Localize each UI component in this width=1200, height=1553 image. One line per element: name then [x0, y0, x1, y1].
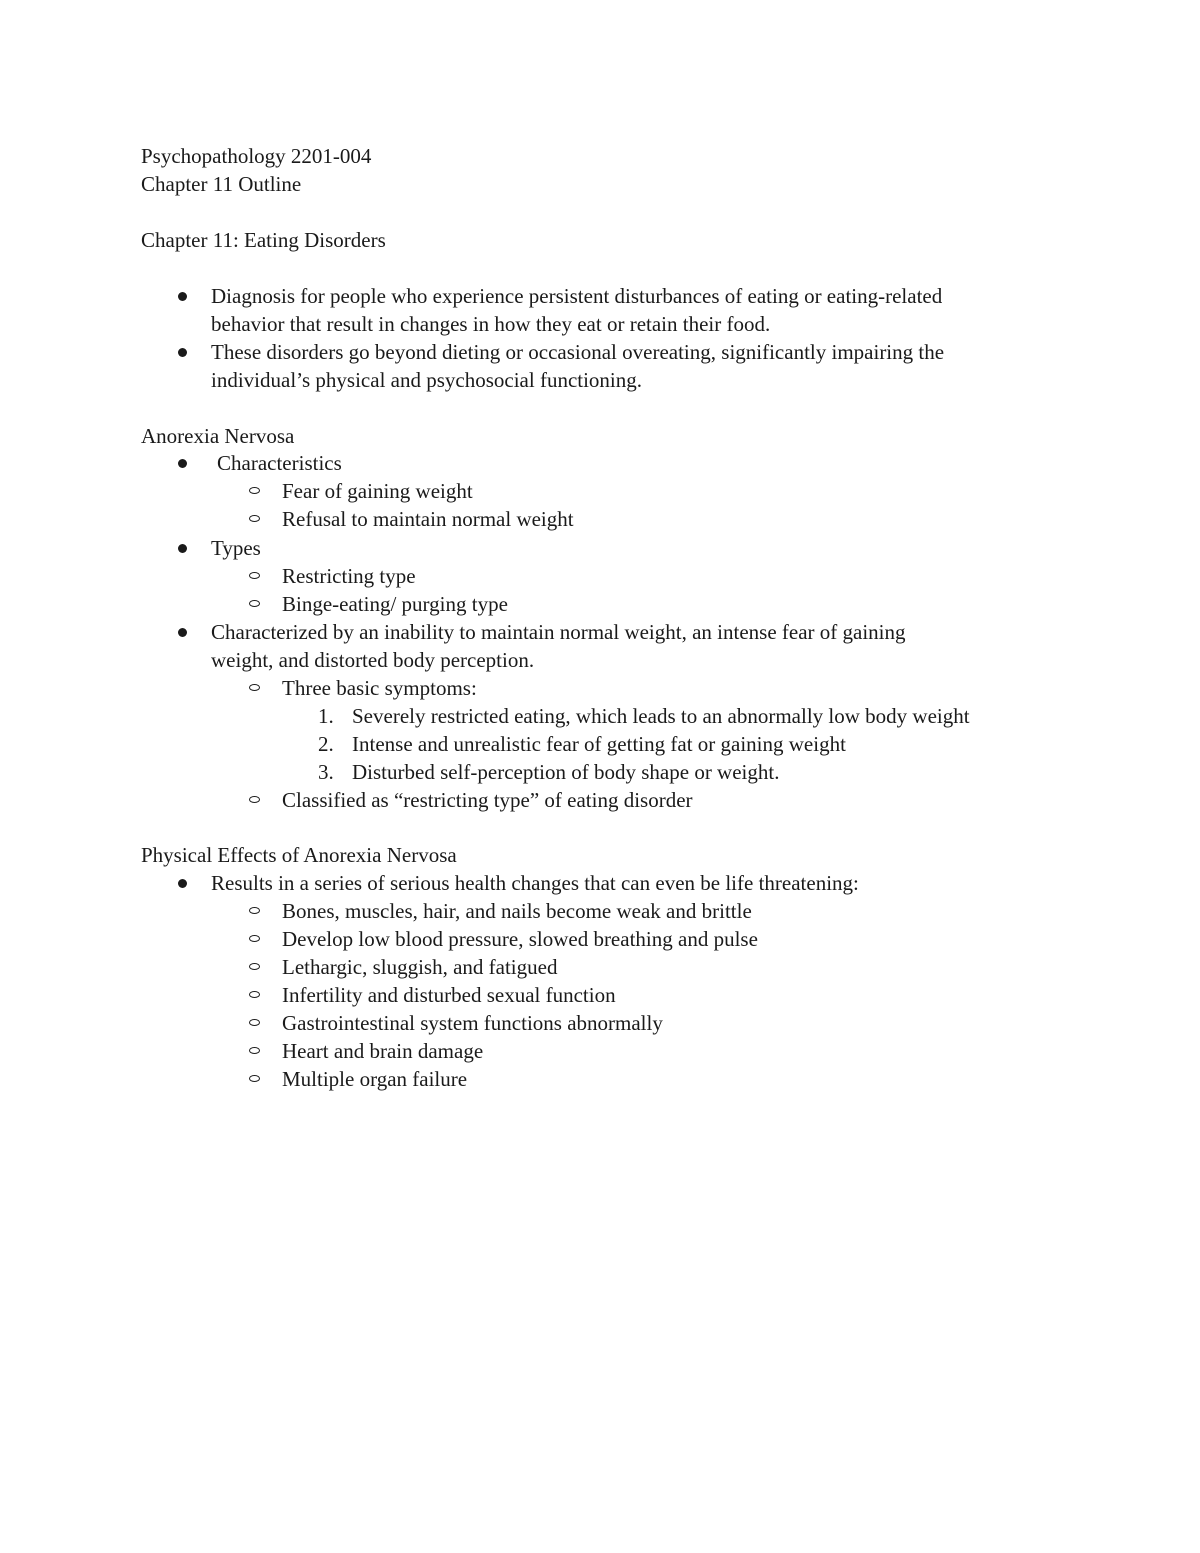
circle-bullet-icon — [249, 572, 260, 579]
symptoms-label: Three basic symptoms: — [282, 676, 477, 700]
intro-bullet-1-line-1: Diagnosis for people who experience persistent disturbances of eating or eating-related — [211, 284, 943, 308]
characterized-line-1: Characterized by an inability to maintain normal weight, an intense fear of gaining — [211, 620, 906, 644]
bullet-icon — [178, 348, 187, 357]
circle-bullet-icon — [249, 487, 260, 494]
chapter-heading: Chapter 11: Eating Disorders — [141, 228, 386, 252]
characteristics-item: Refusal to maintain normal weight — [282, 507, 574, 531]
section-heading-physical: Physical Effects of Anorexia Nervosa — [141, 843, 457, 867]
symptom-number: 2. — [318, 732, 334, 756]
circle-bullet-icon — [249, 796, 260, 803]
characteristics-item: Fear of gaining weight — [282, 479, 473, 503]
circle-bullet-icon — [249, 1075, 260, 1082]
physical-item: Multiple organ failure — [282, 1067, 468, 1091]
course-title: Psychopathology 2201-004 — [141, 144, 372, 168]
bullet-icon — [178, 459, 187, 468]
bullet-icon — [178, 879, 187, 888]
circle-bullet-icon — [249, 600, 260, 607]
symptom-number: 1. — [318, 704, 334, 728]
symptom-text: Intense and unrealistic fear of getting fat or gaining weight — [352, 732, 846, 756]
physical-item: Bones, muscles, hair, and nails become weak and brittle — [282, 899, 752, 923]
symptom-text: Severely restricted eating, which leads to an abnormally low body weight — [352, 704, 970, 728]
bullet-icon — [178, 292, 187, 301]
intro-bullet-2-line-2: individual’s physical and psychosocial functioning. — [211, 368, 643, 392]
intro-bullet-2-line-1: These disorders go beyond dieting or occasional overeating, significantly impairing the — [211, 340, 945, 364]
physical-item: Develop low blood pressure, slowed breathing and pulse — [282, 927, 758, 951]
circle-bullet-icon — [249, 963, 260, 970]
characterized-line-2: weight, and distorted body perception. — [211, 648, 535, 672]
physical-item: Heart and brain damage — [282, 1039, 484, 1063]
circle-bullet-icon — [249, 1047, 260, 1054]
outline-title: Chapter 11 Outline — [141, 172, 302, 196]
intro-bullet-1-line-2: behavior that result in changes in how they eat or retain their food. — [211, 312, 771, 336]
physical-item: Gastrointestinal system functions abnormally — [282, 1011, 663, 1035]
circle-bullet-icon — [249, 515, 260, 522]
types-item: Binge-eating/ purging type — [282, 592, 508, 616]
section-heading-anorexia: Anorexia Nervosa — [141, 424, 295, 448]
types-item: Restricting type — [282, 564, 416, 588]
physical-item: Infertility and disturbed sexual function — [282, 983, 616, 1007]
physical-bullet: Results in a series of serious health changes that can even be life threatening: — [211, 871, 859, 895]
circle-bullet-icon — [249, 907, 260, 914]
circle-bullet-icon — [249, 684, 260, 691]
bullet-icon — [178, 628, 187, 637]
physical-item: Lethargic, sluggish, and fatigued — [282, 955, 558, 979]
classified-text: Classified as “restricting type” of eating disorder — [282, 788, 693, 812]
symptom-number: 3. — [318, 760, 334, 784]
bullet-icon — [178, 544, 187, 553]
types-label: Types — [211, 536, 261, 560]
circle-bullet-icon — [249, 1019, 260, 1026]
circle-bullet-icon — [249, 991, 260, 998]
circle-bullet-icon — [249, 935, 260, 942]
characteristics-label: Characteristics — [217, 451, 342, 475]
symptom-text: Disturbed self-perception of body shape or weight. — [352, 760, 780, 784]
